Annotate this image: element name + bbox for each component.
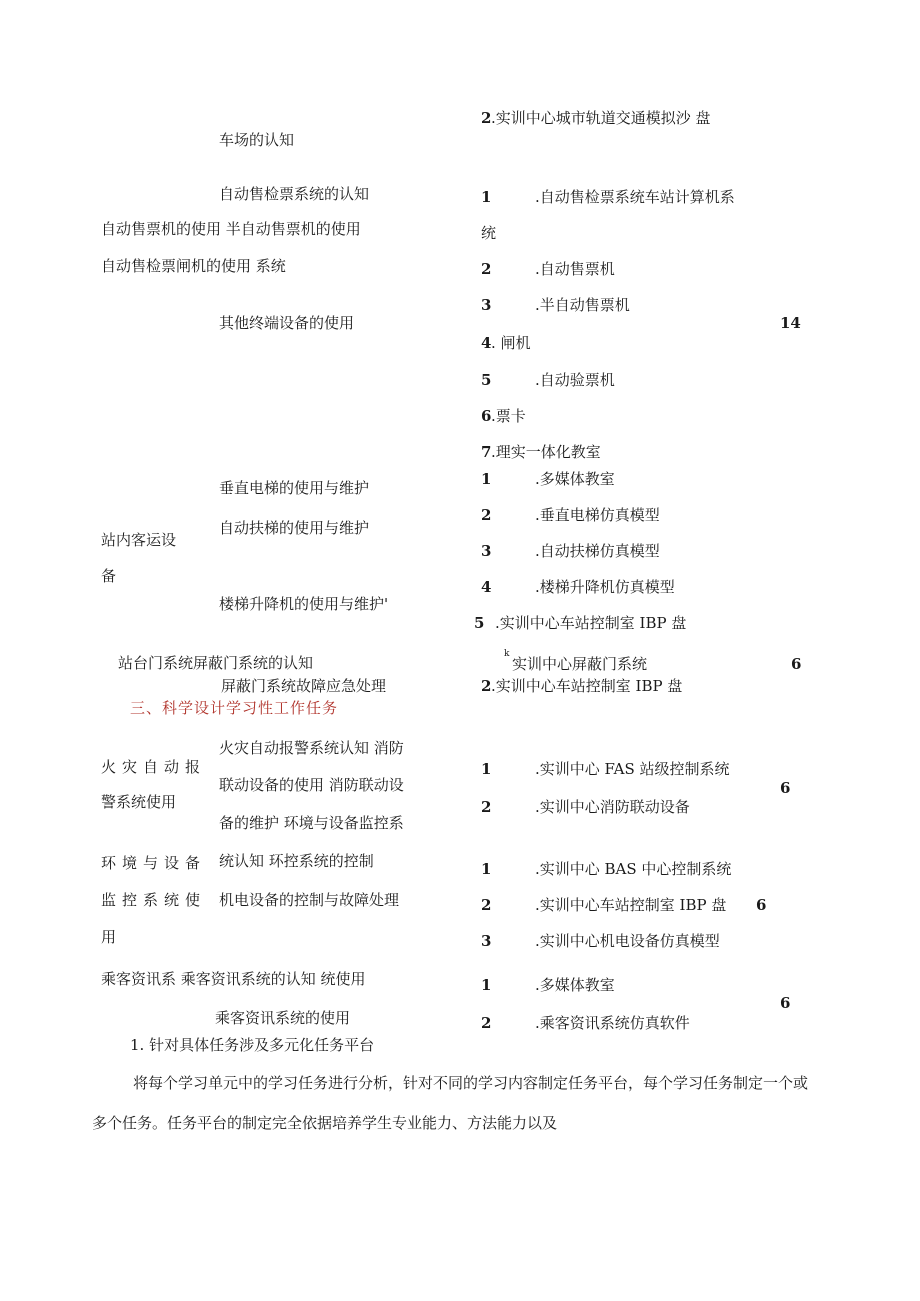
equipment-item: .多媒体教室 bbox=[535, 976, 615, 994]
equipment-item: .自动验票机 bbox=[535, 371, 615, 389]
unit-name: 站台门系统屏蔽门系统的认知 bbox=[118, 654, 314, 672]
eq-number: 3 bbox=[481, 932, 492, 950]
hours-value: 6 bbox=[780, 994, 791, 1012]
unit-name: 用 bbox=[101, 928, 117, 946]
equipment-item: .垂直电梯仿真模型 bbox=[535, 506, 660, 524]
eq-number: 2 bbox=[481, 896, 492, 914]
eq-marker: k bbox=[504, 649, 510, 659]
unit-name: 站内客运设 bbox=[101, 531, 177, 549]
equipment-item: .乘客资讯系统仿真软件 bbox=[535, 1014, 690, 1032]
equipment-item: .实训中心城市轨道交通模拟沙 盘 bbox=[491, 109, 711, 127]
eq-number: 4 bbox=[481, 578, 492, 596]
eq-number: 2 bbox=[481, 677, 492, 695]
task-text: 其他终端设备的使用 bbox=[219, 314, 355, 332]
hours-value: 6 bbox=[756, 896, 767, 914]
task-text: 机电设备的控制与故障处理 bbox=[219, 891, 400, 909]
task-text: 自动扶梯的使用与维护 bbox=[219, 519, 370, 537]
task-text: 屏蔽门系统故障应急处理 bbox=[221, 677, 387, 695]
hours-value: 6 bbox=[791, 655, 802, 673]
equipment-item: .实训中心 FAS 站级控制系统 bbox=[535, 760, 730, 778]
equipment-item: .自动售票机 bbox=[535, 260, 615, 278]
eq-number: 3 bbox=[481, 542, 492, 560]
equipment-item: 统 bbox=[481, 224, 497, 242]
eq-number: 2 bbox=[481, 1014, 492, 1032]
task-text: 乘客资讯系统的使用 bbox=[215, 1009, 351, 1027]
eq-number: 1 bbox=[481, 470, 492, 488]
eq-number: 2 bbox=[481, 109, 492, 127]
equipment-item: .实训中心 BAS 中心控制系统 bbox=[535, 860, 732, 878]
equipment-item: .半自动售票机 bbox=[535, 296, 630, 314]
eq-number: 7 bbox=[481, 443, 492, 461]
hours-value: 14 bbox=[780, 314, 801, 332]
eq-number: 3 bbox=[481, 296, 492, 314]
eq-number: 4 bbox=[481, 334, 492, 352]
task-text: 自动售检票系统的认知 bbox=[219, 185, 370, 203]
eq-number: 6 bbox=[481, 407, 492, 425]
paragraph-line: 多个任务。任务平台的制定完全依据培养学生专业能力、方法能力以及 bbox=[92, 1114, 558, 1132]
subheading: 1. 针对具体任务涉及多元化任务平台 bbox=[130, 1036, 375, 1054]
eq-number: 2 bbox=[481, 506, 492, 524]
eq-number: 2 bbox=[481, 260, 492, 278]
task-text: 自动售票机的使用 半自动售票机的使用 bbox=[101, 220, 361, 238]
equipment-item: .自动售检票系统车站计算机系 bbox=[535, 188, 735, 206]
equipment-item: .多媒体教室 bbox=[535, 470, 615, 488]
task-text: 车场的认知 bbox=[219, 131, 295, 149]
eq-number: 1 bbox=[481, 760, 492, 778]
section-heading: 三、科学设计学习性工作任务 bbox=[130, 699, 339, 717]
equipment-item: .自动扶梯仿真模型 bbox=[535, 542, 660, 560]
task-text: 统认知 环控系统的控制 bbox=[219, 852, 374, 870]
equipment-item: .楼梯升降机仿真模型 bbox=[535, 578, 675, 596]
eq-number: 5 bbox=[481, 371, 492, 389]
equipment-item: .实训中心机电设备仿真模型 bbox=[535, 932, 720, 950]
equipment-item: .实训中心消防联动设备 bbox=[535, 798, 690, 816]
equipment-item: .实训中心车站控制室 IBP 盘 bbox=[495, 614, 687, 632]
eq-number: 1 bbox=[481, 976, 492, 994]
hours-value: 6 bbox=[780, 779, 791, 797]
task-text: 联动设备的使用 消防联动设 bbox=[219, 776, 404, 794]
paragraph-line: 将每个学习单元中的学习任务进行分析，针对不同的学习内容制定任务平台，每个学习任务制定一个或 bbox=[133, 1074, 809, 1092]
eq-number: 2 bbox=[481, 798, 492, 816]
unit-name: 警系统使用 bbox=[101, 793, 177, 811]
unit-name: 监控系统使 bbox=[101, 891, 207, 909]
eq-number: 1 bbox=[481, 188, 492, 206]
unit-name: 乘客资讯系 乘客资讯系统的认知 统使用 bbox=[101, 970, 366, 988]
equipment-item: .票卡 bbox=[491, 407, 526, 425]
equipment-item: .实训中心车站控制室 IBP 盘 bbox=[491, 677, 683, 695]
task-text: 备的维护 环境与设备监控系 bbox=[219, 814, 404, 832]
task-text: 火灾自动报警系统认知 消防 bbox=[219, 739, 404, 757]
unit-name: 备 bbox=[101, 567, 117, 585]
eq-number: 1 bbox=[481, 860, 492, 878]
equipment-item: .实训中心车站控制室 IBP 盘 bbox=[535, 896, 727, 914]
task-text: 自动售检票闸机的使用 系统 bbox=[101, 257, 286, 275]
equipment-item: .理实一体化教室 bbox=[491, 443, 601, 461]
equipment-item: . 闸机 bbox=[491, 334, 531, 352]
unit-name: 火灾自动报 bbox=[101, 758, 207, 776]
equipment-item: 实训中心屏蔽门系统 bbox=[512, 655, 648, 673]
task-text: 楼梯升降机的使用与维护' bbox=[219, 595, 389, 613]
task-text: 垂直电梯的使用与维护 bbox=[219, 479, 370, 497]
unit-name: 环境与设备 bbox=[101, 854, 207, 872]
eq-number: 5 bbox=[474, 614, 485, 632]
